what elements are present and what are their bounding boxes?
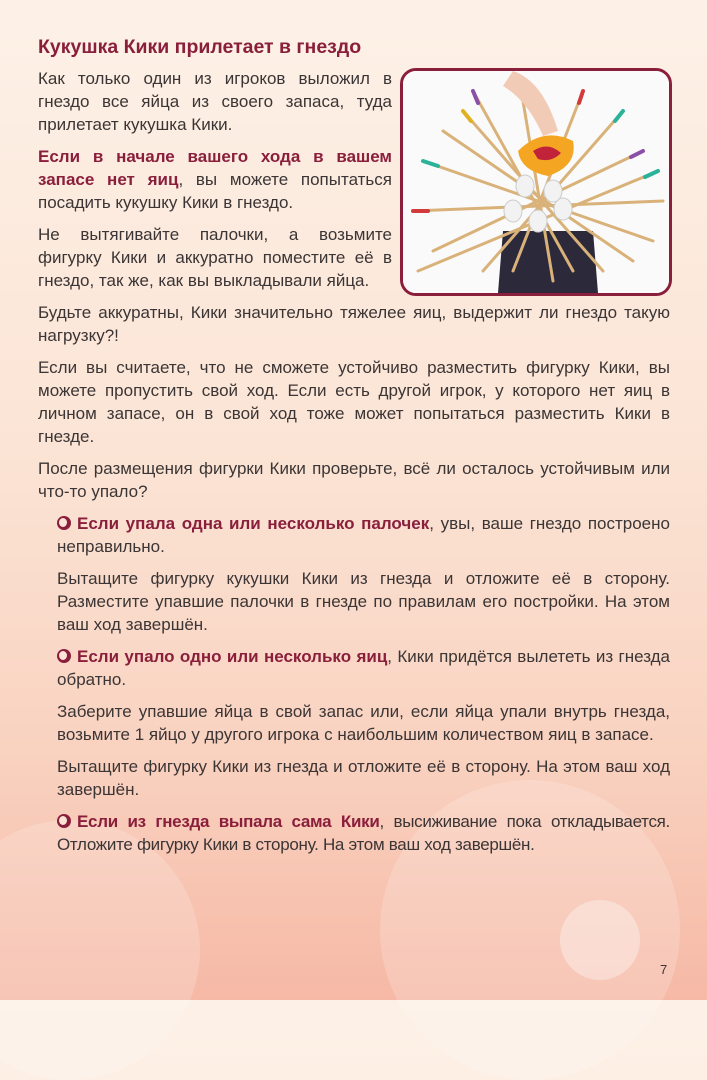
bullet-icon	[57, 516, 71, 530]
case-paragraph	[57, 512, 670, 558]
body-paragraph: После размещения фигурки Кики проверьте, всё ли осталось устойчивым или что-то упало?	[38, 459, 670, 501]
highlight-text: Если упало одно или несколько яиц	[77, 647, 388, 666]
bullet-icon	[57, 649, 71, 663]
case-detail: Заберите упавшие яйца в свой запас или, если яйца упали внутрь гнезда, возьмите 1 яйцо у другого игрока с наибольшим количеством яиц в запасе.	[57, 702, 670, 744]
game-photo	[400, 68, 672, 296]
body-paragraph: Если вы считаете, что не сможете устойчиво разместить фигурку Кики, вы можете пропустить свой ход. Если есть другой игрок, у которого нет яиц в личном запасе, он в свой ход тоже может попытаться разместить Кики в гнезде.	[38, 358, 670, 446]
case-detail: Вытащите фигурку Кики из гнезда и отложите её в сторону. На этом ваш ход завершён.	[57, 757, 670, 799]
page-number: 7	[660, 962, 668, 977]
cup	[498, 231, 598, 293]
paragraph-text: , вы можете попытаться посадить кукушку Кики в гнездо.	[38, 170, 392, 212]
paragraph-text: , высиживание пока откладывается. Отложите фигурку Кики в сторону. На этом ваш ход завершён.	[57, 812, 670, 854]
highlight-text: Если упала одна или несколько палочек	[77, 514, 430, 533]
page-title: Кукушка Кики прилетает в гнездо	[38, 36, 362, 58]
highlight-text: Если в начале вашего хода в вашем запасе нет яиц	[38, 147, 392, 189]
case-paragraph	[57, 645, 670, 691]
paragraph-text: , Кики придётся вылететь из гнезда обратно.	[57, 647, 670, 689]
paragraph-text: Не вытягивайте палочки, а возьмите фигурку Кики и аккуратно поместите её в гнездо, так же, как вы выкладывали яйца.	[38, 225, 392, 290]
nest-sticks-illustration	[403, 71, 669, 293]
paragraph-text: , увы, ваше гнездо построено неправильно.	[57, 514, 670, 556]
bullet-icon	[57, 814, 71, 828]
intro-paragraph	[38, 67, 392, 136]
intro-paragraph	[38, 223, 392, 292]
intro-paragraph	[38, 145, 392, 214]
paragraph-text: Как только один из игроков выложил в гнездо все яйца из своего запаса, туда прилетает кукушка Кики.	[38, 69, 392, 134]
case-detail: Вытащите фигурку кукушки Кики из гнезда и отложите её в сторону. Разместите упавшие палочки в гнезде по правилам его постройки. На этом ваш ход завершён.	[57, 569, 670, 634]
case-paragraph	[57, 810, 670, 856]
body-paragraph: Будьте аккуратны, Кики значительно тяжелее яиц, выдержит ли гнездо такую нагрузку?!	[38, 303, 670, 345]
highlight-text: Если из гнезда выпала сама Кики	[77, 812, 380, 831]
